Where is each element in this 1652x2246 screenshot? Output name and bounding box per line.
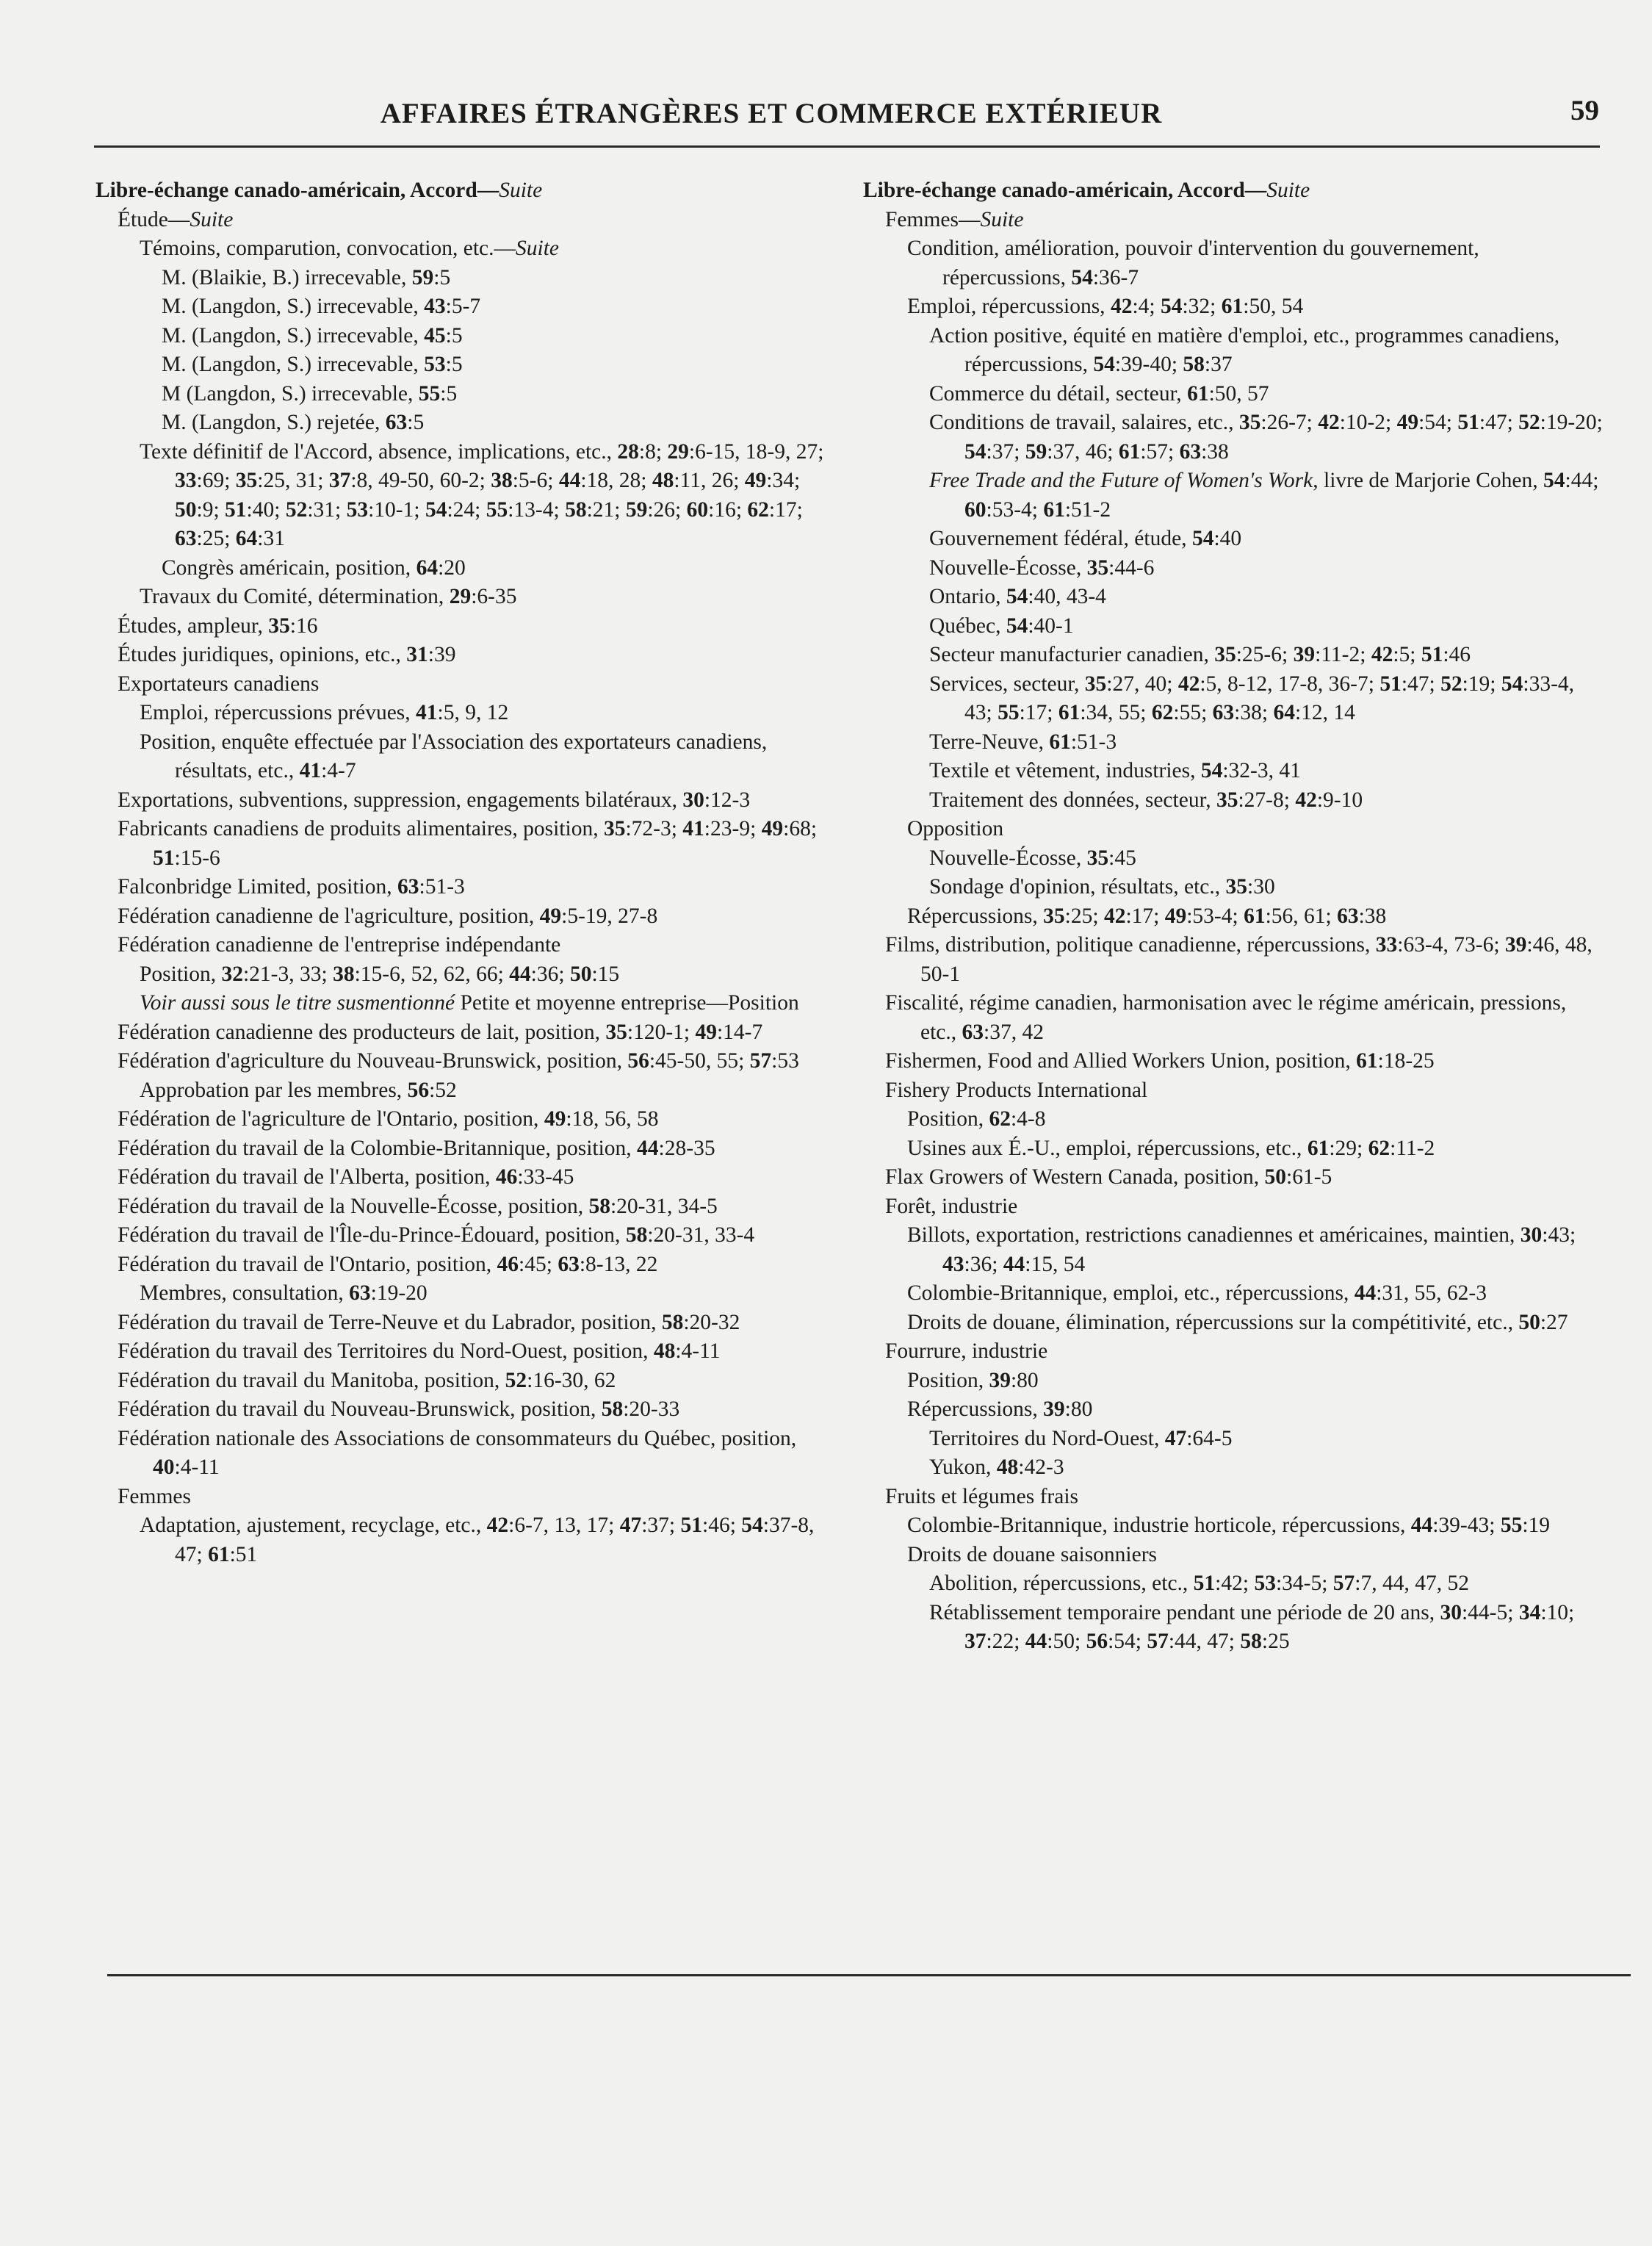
index-entry: M. (Blaikie, B.) irrecevable, 59:5 (162, 265, 451, 289)
index-entry: Étude—Suite (118, 207, 234, 231)
index-entry: Fédération du travail du Nouveau-Brunswick, position, 58:20-33 (118, 1397, 680, 1421)
index-entry: Fishery Products International (885, 1078, 1148, 1102)
index-entry: Ontario, 54:40, 43-4 (929, 585, 1106, 608)
index-entry: Fédération du travail de Terre-Neuve et du Labrador, position, 58:20-32 (118, 1310, 740, 1334)
index-entry: Free Trade and the Future of Women's Work, livre de Marjorie Cohen, 54:44; 60:53-4; 61:51-2 (929, 469, 1599, 522)
index-entry: Nouvelle-Écosse, 35:44-6 (929, 555, 1155, 580)
index-entry: Emploi, répercussions, 42:4; 54:32; 61:50, 54 (907, 295, 1304, 318)
index-entry: Femmes—Suite (885, 207, 1024, 231)
index-entry: M. (Langdon, S.) irrecevable, 45:5 (162, 323, 463, 348)
index-entry: Fiscalité, régime canadien, harmonisation avec le régime américain, pressions, etc., 63:37, 42 (885, 991, 1567, 1044)
index-entry: Libre-échange canado-américain, Accord—Suite (863, 179, 1310, 202)
index-entry: Membres, consultation, 63:19-20 (140, 1281, 428, 1305)
index-entry: Sondage d'opinion, résultats, etc., 35:30 (929, 875, 1275, 899)
index-entry: Territoires du Nord-Ouest, 47:64-5 (929, 1426, 1233, 1450)
index-column-left (95, 176, 837, 1569)
index-entry: Fourrure, industrie (885, 1339, 1048, 1363)
index-entry: M. (Langdon, S.) irrecevable, 43:5-7 (162, 295, 481, 318)
index-entry: Répercussions, 39:80 (907, 1397, 1093, 1421)
index-entry: Fédération de l'agriculture de l'Ontario, position, 49:18, 56, 58 (118, 1107, 659, 1131)
index-entry: M. (Langdon, S.) rejetée, 63:5 (162, 411, 425, 434)
index-entry: Exportations, subventions, suppression, engagements bilatéraux, 30:12-3 (118, 788, 751, 812)
index-entry: Fédération du travail de l'Île-du-Prince-Édouard, position, 58:20-31, 33-4 (118, 1223, 755, 1247)
index-entry: Exportateurs canadiens (118, 672, 320, 696)
index-entry: Libre-échange canado-américain, Accord—Suite (95, 179, 543, 202)
index-entry: Yukon, 48:42-3 (929, 1455, 1064, 1479)
index-entry: Adaptation, ajustement, recyclage, etc., 42:6-7, 13, 17; 47:37; 51:46; 54:37-8, 47; 61:51 (140, 1513, 815, 1566)
index-entry: Secteur manufacturier canadien, 35:25-6; 39:11-2; 42:5; 51:46 (929, 643, 1471, 666)
index-entry: Fishermen, Food and Allied Workers Union, position, 61:18-25 (885, 1049, 1435, 1073)
running-header: AFFAIRES ÉTRANGÈRES ET COMMERCE EXTÉRIEUR (380, 98, 1163, 129)
index-entry: M (Langdon, S.) irrecevable, 55:5 (162, 381, 458, 406)
index-entry: Texte définitif de l'Accord, absence, implications, etc., 28:8; 29:6-15, 18-9, 27; 33:69; 35:25, 31; 37:8, 49-50, 60-2; 38:5-6; 44:18, 28; 48:11, 26; 49:34; 50:9; 51:40; 52:31; 53:10-1; 54:24; 55:13-4; 58:21; 59:26; 60:16; 62:17; 63:25; 64:31 (140, 439, 824, 550)
index-entry: Traitement des données, secteur, 35:27-8; 42:9-10 (929, 788, 1363, 812)
index-entry: Conditions de travail, salaires, etc., 35:26-7; 42:10-2; 49:54; 51:47; 52:19-20; 54:37; 59:37, 46; 61:57; 63:38 (929, 411, 1603, 464)
index-entry: Fédération du travail de l'Ontario, position, 46:45; 63:8-13, 22 (118, 1252, 658, 1276)
index-entry: Témoins, comparution, convocation, etc.—Suite (140, 237, 560, 260)
index-entry: Droits de douane saisonniers (907, 1542, 1157, 1566)
index-entry: Approbation par les membres, 56:52 (140, 1078, 457, 1102)
footer-rule (107, 1974, 1631, 1976)
index-entry: Gouvernement fédéral, étude, 54:40 (929, 527, 1242, 550)
index-entry: Droits de douane, élimination, répercussions sur la compétitivité, etc., 50:27 (907, 1310, 1568, 1334)
index-entry: Fédération canadienne des producteurs de lait, position, 35:120-1; 49:14-7 (118, 1020, 763, 1044)
index-entry: Fédération canadienne de l'entreprise indépendante (118, 933, 561, 957)
index-entry: Position, 62:4-8 (907, 1107, 1046, 1131)
index-entry: Fédération nationale des Associations de consommateurs du Québec, position, 40:4-11 (118, 1426, 797, 1479)
index-entry: Services, secteur, 35:27, 40; 42:5, 8-12, 17-8, 36-7; 51:47; 52:19; 54:33-4, 43; 55:17; 61:34, 55; 62:55; 63:38; 64:12, 14 (929, 672, 1575, 724)
index-entry: Fédération du travail du Manitoba, position, 52:16-30, 62 (118, 1368, 616, 1392)
index-entry: Textile et vêtement, industries, 54:32-3, 41 (929, 759, 1301, 782)
index-entry: Fabricants canadiens de produits alimentaires, position, 35:72-3; 41:23-9; 49:68; 51:15-6 (118, 817, 818, 870)
index-column-right (863, 176, 1605, 1657)
index-entry: Commerce du détail, secteur, 61:50, 57 (929, 381, 1269, 406)
index-entry: Position, enquête effectuée par l'Association des exportateurs canadiens, résultats, etc., 41:4-7 (140, 730, 768, 782)
page-number: 59 (1570, 95, 1599, 126)
index-entry: Études juridiques, opinions, etc., 31:39 (118, 643, 456, 666)
index-entry: Billots, exportation, restrictions canadiennes et américaines, maintien, 30:43; 43:36; 44:15, 54 (907, 1223, 1576, 1276)
index-entry: Abolition, répercussions, etc., 51:42; 53:34-5; 57:7, 44, 47, 52 (929, 1572, 1469, 1595)
index-entry: Colombie-Britannique, emploi, etc., répercussions, 44:31, 55, 62-3 (907, 1281, 1487, 1305)
index-entry: Falconbridge Limited, position, 63:51-3 (118, 875, 465, 899)
index-entry: Voir aussi sous le titre susmentionné Petite et moyenne entreprise—Position (140, 991, 799, 1015)
index-entry: Opposition (907, 817, 1004, 841)
index-entry: Usines aux É.-U., emploi, répercussions, etc., 61:29; 62:11-2 (907, 1136, 1435, 1160)
index-entry: Québec, 54:40-1 (929, 613, 1074, 638)
index-entry: Fruits et légumes frais (885, 1484, 1078, 1508)
index-entry: Position, 32:21-3, 33; 38:15-6, 52, 62, 66; 44:36; 50:15 (140, 962, 620, 986)
index-entry: Films, distribution, politique canadienne, répercussions, 33:63-4, 73-6; 39:46, 48, 50-1 (885, 933, 1593, 986)
index-entry: Colombie-Britannique, industrie horticole, répercussions, 44:39-43; 55:19 (907, 1513, 1551, 1537)
index-entry: Condition, amélioration, pouvoir d'intervention du gouvernement, répercussions, 54:36-7 (907, 237, 1479, 289)
index-entry: Action positive, équité en matière d'emploi, etc., programmes canadiens, répercussions, 54:39-40; 58:37 (929, 323, 1560, 376)
index-entry: Terre-Neuve, 61:51-3 (929, 730, 1117, 754)
index-entry: Congrès américain, position, 64:20 (162, 555, 466, 580)
index-entry: Fédération d'agriculture du Nouveau-Brunswick, position, 56:45-50, 55; 57:53 (118, 1049, 799, 1073)
index-entry: Position, 39:80 (907, 1368, 1039, 1392)
index-entry: M. (Langdon, S.) irrecevable, 53:5 (162, 353, 463, 376)
index-entry: Emploi, répercussions prévues, 41:5, 9, 12 (140, 701, 509, 724)
index-entry: Femmes (118, 1484, 191, 1508)
index-entry: Rétablissement temporaire pendant une période de 20 ans, 30:44-5; 34:10; 37:22; 44:50; 56:54; 57:44, 47; 58:25 (929, 1600, 1575, 1653)
index-entry: Fédération du travail de l'Alberta, position, 46:33-45 (118, 1165, 574, 1189)
index-entry: Fédération du travail des Territoires du Nord-Ouest, position, 48:4-11 (118, 1339, 721, 1363)
index-entry: Forêt, industrie (885, 1194, 1018, 1218)
index-entry: Études, ampleur, 35:16 (118, 613, 318, 638)
index-entry: Nouvelle-Écosse, 35:45 (929, 846, 1136, 870)
index-entry: Fédération canadienne de l'agriculture, position, 49:5-19, 27-8 (118, 904, 658, 928)
index-entry: Travaux du Comité, détermination, 29:6-35 (140, 585, 517, 608)
index-entry: Répercussions, 35:25; 42:17; 49:53-4; 61:56, 61; 63:38 (907, 904, 1387, 928)
index-entry: Fédération du travail de la Nouvelle-Écosse, position, 58:20-31, 34-5 (118, 1194, 718, 1218)
index-entry: Flax Growers of Western Canada, position, 50:61-5 (885, 1165, 1332, 1189)
header-rule (94, 145, 1600, 148)
index-entry: Fédération du travail de la Colombie-Britannique, position, 44:28-35 (118, 1136, 715, 1160)
